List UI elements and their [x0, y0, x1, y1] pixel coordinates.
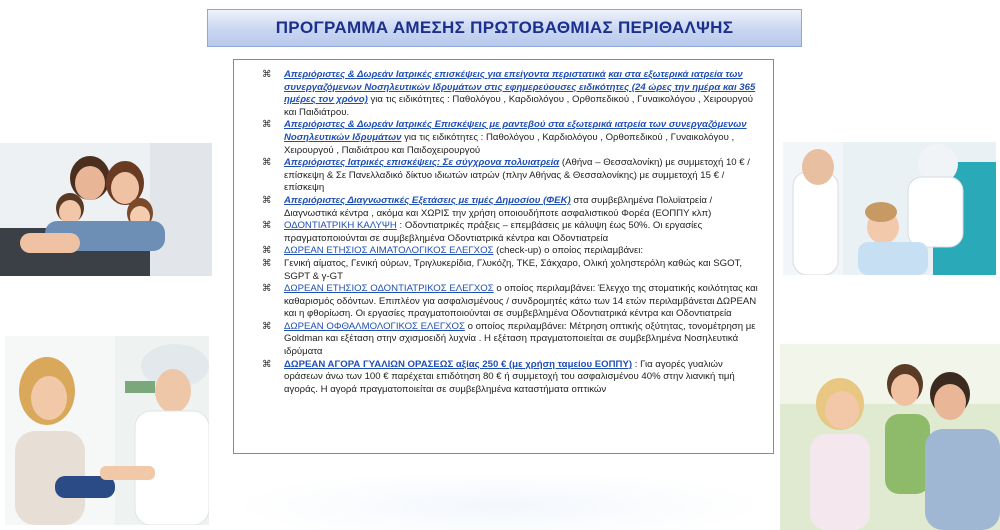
list-item [242, 220, 763, 245]
item-heading: ΔΩΡΕΑΝ ΟΦΘΑΛΜΟΛΟΓΙΚΟΣ ΕΛΕΓΧΟΣ [284, 320, 465, 332]
command-icon: ⌘ [262, 194, 272, 206]
dentist-photo [783, 142, 996, 275]
list-item [242, 359, 763, 397]
title-banner [207, 9, 802, 47]
command-icon: ⌘ [262, 220, 272, 232]
item-text: ο οποίος περιλαμβάνει: Έλεγχο της στοματικής κοιλότητας και καθαρισμός οδόντων. Επιπλέον για ασφαλισμένους / συνδρομητές κάτω των 14 ετών περιλαμβάνεται ΔΩΡΕΑΝ και η φθορίωση. Οι εργασίες πραγματοποιούνται σε συμβεβλημένα Οδοντιατρικά κέντρα και Οδοντιατρεία [284, 283, 758, 320]
command-icon: ⌘ [262, 257, 272, 269]
command-icon: ⌘ [262, 157, 272, 169]
item-text: για τις ειδικότητες : Παθολόγου , Καρδιολόγου , Ορθοπεδικού , Γυναικολόγου , Χειρουργού και Παιδιάτρου. [284, 94, 753, 118]
list-item [242, 283, 763, 321]
command-icon: ⌘ [262, 119, 272, 131]
item-text: στα συμβεβλημένα Πολυϊατρεία / Διαγνωστικά κέντρα , ακόμα και ΧΩΡΙΣ την χρήση οποιουδήποτε ασφαλιστικού Φορέα (ΕΟΠΠΥ κλπ) [284, 194, 713, 219]
family-photo [0, 143, 212, 276]
blood-test-photo [5, 336, 209, 525]
item-heading: ΔΩΡΕΑΝ ΕΤΗΣΙΟΣ ΑΙΜΑΤΟΛΟΓΙΚΟΣ ΕΛΕΓΧΟΣ [284, 245, 494, 257]
command-icon: ⌘ [262, 283, 272, 295]
command-icon: ⌘ [262, 69, 272, 80]
item-text: : Οδοντιατρικές πράξεις – επεμβάσεις με κάλυψη έως 50%. Οι εργασίες πραγματοποιούνται σε συμβεβλημένα Οδοντιατρικά κέντρα και Οδοντιατρεία [284, 220, 703, 244]
command-icon: ⌘ [262, 358, 272, 370]
item-text: (Αθήνα – Θεσσαλονίκη) με συμμετοχή 10 € / επίσκεψη & Σε Πανελλαδικό δίκτυο ιδιωτών ιατρών (πλην Αθήνας & Θεσσαλονίκης) με συμμετοχή 15 € / επίσκεψη [284, 157, 750, 194]
list-item [242, 245, 763, 258]
list-item [242, 157, 763, 195]
item-text: ο οποίος περιλαμβάνει: Μέτρηση οπτικής οξύτητας, τονομέτρηση με Goldman και εξέταση στην σχισμοειδή λυχνία . Η εξέταση πραγματοποιείται σε συμβεβλημένα Νοσηλευτικά ιδρύματα [284, 320, 756, 358]
item-heading: Απεριόριστες Διαγνωστικές Εξετάσεις με τιμές Δημοσίου (ΦΕΚ) [284, 194, 571, 206]
list-item [242, 258, 763, 283]
benefits-panel [233, 59, 774, 454]
command-icon: ⌘ [262, 320, 272, 332]
list-item [242, 69, 763, 119]
list-item [242, 119, 763, 157]
list-item [242, 195, 763, 220]
family-outdoor-photo [780, 344, 1000, 530]
item-heading: ΔΩΡΕΑΝ ΕΤΗΣΙΟΣ ΟΔΟΝΤΙΑΤΡΙΚΟΣ ΕΛΕΓΧΟΣ [284, 283, 494, 295]
item-heading: Απεριόριστες & Δωρεάν Ιατρικές επισκέψεις για επείγοντα περιστατικά [284, 69, 606, 80]
benefits-list [242, 69, 763, 396]
list-item [242, 321, 763, 359]
item-heading: ΟΔΟΝΤΙΑΤΡΙΚΗ ΚΑΛΥΨΗ [284, 220, 397, 232]
item-text: για τις ειδικότητες : Παθολόγου , Καρδιολόγου , Ορθοπεδικού , Γυναικολόγου , Χειρουργού , Παιδιάτρου και Παιδοχειρουργού [284, 131, 735, 156]
page-title: ΠΡΟΓΡΑΜΜΑ ΑΜΕΣΗΣ ΠΡΩΤΟΒΑΘΜΙΑΣ ΠΕΡΙΘΑΛΨΗΣ [275, 18, 734, 37]
item-heading: Απεριόριστες Ιατρικές επισκέψεις: Σε σύγχρονα πολυιατρεία [284, 157, 560, 169]
item-text: (check-up) ο οποίος περιλαμβάνει: [496, 245, 644, 257]
item-text: : Για αγορές γυαλιών οράσεων άνω των 100 € παρέχεται επιδότηση 80 € ή συμμετοχή του ασφαλισμένου 40% στην λιανική τιμή αγοράς. Η αγορά πραγματοποιείται σε συμβεβλημένα καταστήματα οπτικών [284, 358, 735, 395]
item-heading: Απεριόριστες & Δωρεάν Ιατρικές Επισκέψεις με ραντεβού στα εξωτερικά ιατρεία των συνεργαζόμενων Νοσηλευτικών Ιδρυμάτων [284, 119, 747, 143]
background-clouds [230, 470, 770, 530]
command-icon: ⌘ [262, 245, 272, 257]
item-text: Γενική αίματος, Γενική ούρων, Τριγλυκερίδια, Γλυκόζη, ΤΚΕ, Σάκχαρο, Ολική χοληστερόλη καθώς και SGOT, SGPT & γ-GT [284, 257, 742, 282]
item-heading-cont: και στα εξωτερικά ιατρεία των συνεργαζόμενων Νοσηλευτικών Ιδρυμάτων στις εφημερεύουσες ειδικότητες (24 ώρες την ημέρα και 365 ημέρες τον χρόνο) [284, 69, 756, 106]
item-heading: ΔΩΡΕΑΝ ΑΓΟΡΑ ΓΥΑΛΙΩΝ ΟΡΑΣΕΩΣ αξίας 250 € (με χρήση ταμείου ΕΟΠΠΥ) [284, 358, 633, 370]
